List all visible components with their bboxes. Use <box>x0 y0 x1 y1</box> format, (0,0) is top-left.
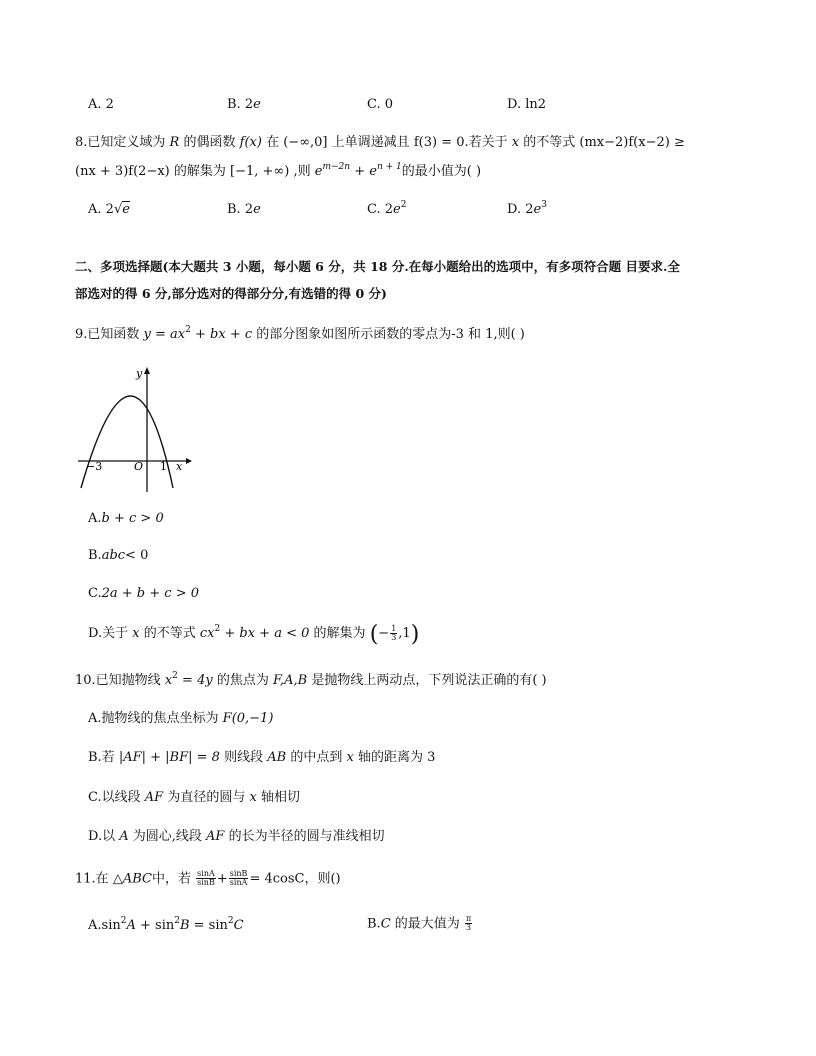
q7-option-c: C. 0 <box>367 97 394 112</box>
section2-heading-line1: 二、多项选择题(本大题共 3 小题，每小题 6 分，共 18 分.在每小题给出的选项中，有多项符合题 目要求.全 <box>75 259 680 274</box>
q9-option-d: D.关于 x 的不等式 $cx^2$ + bx + a < 0 的解集为 (− $\frac{1}{3}$ ,1) <box>88 622 420 647</box>
q10-option-c: C.以线段 AF 为直径的圆与 x 轴相切 <box>88 790 300 805</box>
q11-option-a: $A.\sin^2A + \sin^2B = \sin^2C$ <box>88 916 244 933</box>
q8-option-d: D. $2e^3$ <box>507 200 547 217</box>
section2-heading-line2: 部选对的得 6 分,部分选对的得部分分,有选错的得 0 分) <box>75 286 387 301</box>
q8-stem-line1: 8.已知定义域为 R 的偶函数 f(x) 在 (−∞,0] 上单调递减且 f(3) = 0.若关于 x 的不等式 (mx−2)f(x−2) ≥ <box>75 135 685 150</box>
q8-stem-line2: (nx + 3)f(2−x) 的解集为 [−1, +∞) ,则 $e^{m-2n} + e^{n + 1}$的最小值为( ) <box>75 162 482 179</box>
q7-option-d: D. ln2 <box>507 97 547 112</box>
q8-option-c: C. $2e^2$ <box>367 200 407 217</box>
graph-right-root-label: 1 <box>160 460 167 473</box>
q10-stem: 10.已知抛物线 $x^2 = 4y$ 的焦点为 F,A,B 是抛物线上两动点，下列说法正确的有( ) <box>75 671 547 688</box>
graph-origin-label: O <box>134 460 144 473</box>
q11-option-b: B.C 的最大值为 $\frac{\pi}{3}$ <box>367 914 472 933</box>
q9-option-c: C.2a + b + c > 0 <box>88 586 199 601</box>
q9-stem: 9.已知函数 $y = ax^2$ + bx + c 的部分图象如图所示函数的零点为-3 和 1,则( ) <box>75 325 525 342</box>
q10-option-b: B.若 |AF| + |BF| = 8 则线段 AB 的中点到 x 轴的距离为 3 <box>88 750 436 765</box>
q8-option-b: B. 2e <box>227 202 261 217</box>
q7-option-b: B. 2e <box>227 97 261 112</box>
q9-option-a: A.b + c > 0 <box>88 511 164 526</box>
q9-option-b: B.abc< 0 <box>88 548 149 563</box>
graph-x-label: x <box>176 460 183 473</box>
q11-stem: 11.在 △ABC中，若 $\frac{\sin A}{\sin B}$ + $\frac{\sin B}{\sin A}$ = 4cosC，则() <box>75 869 341 888</box>
x-axis-arrow <box>186 458 192 464</box>
q7-option-a: A. 2 <box>88 97 114 112</box>
graph-left-root-label: −3 <box>86 460 103 473</box>
q9-parabola-graph <box>74 364 194 494</box>
q10-option-d: D.以 A 为圆心,线段 AF 的长为半径的圆与准线相切 <box>88 829 385 844</box>
y-axis-arrow <box>144 367 150 374</box>
q10-option-a: A.抛物线的焦点坐标为 F(0,−1) <box>88 711 274 726</box>
q8-option-a: A. 2√e <box>88 202 130 217</box>
parabola-curve <box>81 396 173 488</box>
graph-y-label: y <box>136 367 143 380</box>
